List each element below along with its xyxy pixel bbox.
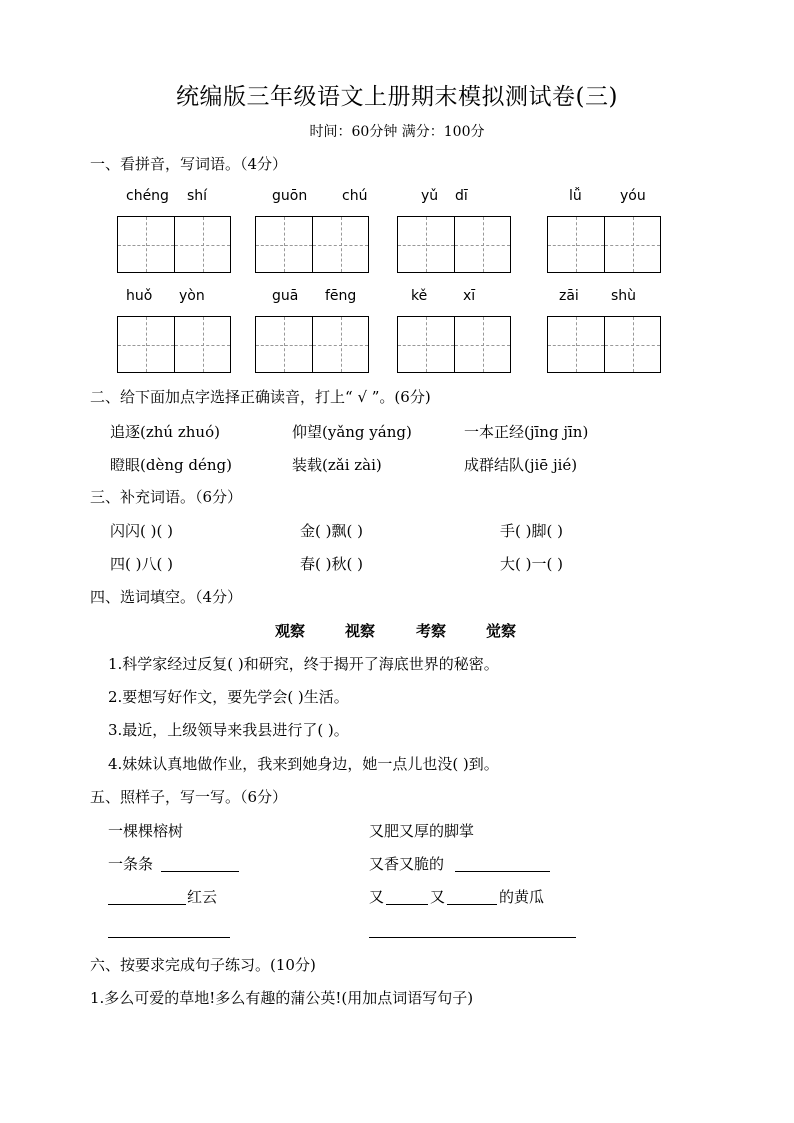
page-title: 统编版三年级语文上册期末模拟测试卷(三) bbox=[176, 84, 618, 110]
section-2-heading: 二、给下面加点字选择正确读音，打上“ √ ”。(6分) bbox=[90, 388, 431, 406]
word-choice: 视察 bbox=[345, 622, 376, 640]
pinyin: kě bbox=[411, 288, 428, 304]
fill-phrase[interactable]: 大( )一( ) bbox=[500, 555, 563, 573]
fill-phrase[interactable]: 闪闪( )( ) bbox=[110, 522, 173, 540]
writing-grid[interactable] bbox=[255, 316, 369, 373]
fill-sentence[interactable]: 1.科学家经过反复( )和研究，终于揭开了海底世界的秘密。 bbox=[108, 655, 499, 673]
pinyin: zāi bbox=[559, 288, 579, 304]
writing-grid[interactable] bbox=[547, 216, 661, 273]
section-5-heading: 五、照样子，写一写。（6分） bbox=[90, 788, 288, 806]
pinyin: fēng bbox=[325, 288, 357, 304]
fill-sentence[interactable]: 4.妹妹认真地做作业，我来到她身边，她一点儿也没( )到。 bbox=[108, 755, 499, 773]
answer-blank[interactable] bbox=[386, 904, 428, 905]
sentence-question: 1.多么可爱的草地!多么有趣的蒲公英!(用加点词语写句子) bbox=[90, 989, 474, 1007]
pinyin: lǚ bbox=[569, 188, 582, 204]
pinyin: xī bbox=[463, 288, 476, 304]
reading-choice[interactable]: 装载(zǎi zài) bbox=[292, 456, 382, 474]
writing-grid[interactable] bbox=[397, 216, 511, 273]
reading-choice[interactable]: 追逐(zhú zhuó) bbox=[110, 423, 220, 441]
pinyin: shù bbox=[611, 288, 637, 304]
section-4-heading: 四、选词填空。（4分） bbox=[90, 588, 243, 606]
pinyin: shí bbox=[187, 188, 208, 204]
example-phrase: 一棵棵榕树 bbox=[108, 822, 184, 840]
pinyin: guōn bbox=[272, 188, 308, 204]
section-3-heading: 三、补充词语。（6分） bbox=[90, 488, 243, 506]
writing-grid[interactable] bbox=[255, 216, 369, 273]
pinyin: guā bbox=[272, 288, 299, 304]
pinyin: yǔ bbox=[421, 188, 439, 204]
reading-choice[interactable]: 成群结队(jiē jié) bbox=[464, 456, 578, 474]
answer-blank[interactable] bbox=[108, 904, 186, 905]
fill-sentence[interactable]: 3.最近，上级领导来我县进行了( )。 bbox=[108, 721, 349, 739]
reading-choice[interactable]: 瞪眼(dèng déng) bbox=[110, 456, 232, 474]
answer-blank[interactable] bbox=[447, 904, 497, 905]
phrase-prompt: 又 bbox=[369, 888, 385, 906]
phrase-prompt: 一条条 bbox=[108, 855, 154, 873]
pinyin: yòn bbox=[179, 288, 205, 304]
phrase-prompt: 又香又脆的 bbox=[369, 855, 445, 873]
word-choice: 观察 bbox=[275, 622, 306, 640]
pinyin: huǒ bbox=[126, 288, 153, 304]
fill-phrase[interactable]: 春( )秋( ) bbox=[300, 555, 363, 573]
phrase-prompt: 又 bbox=[430, 888, 446, 906]
exam-info: 时间：60分钟 满分：100分 bbox=[309, 124, 485, 140]
fill-phrase[interactable]: 四( )八( ) bbox=[110, 555, 173, 573]
phrase-prompt: 的黄瓜 bbox=[499, 888, 545, 906]
writing-grid[interactable] bbox=[397, 316, 511, 373]
pinyin: chú bbox=[342, 188, 368, 204]
pinyin: yóu bbox=[620, 188, 646, 204]
word-choice: 考察 bbox=[416, 622, 447, 640]
writing-grid[interactable] bbox=[117, 316, 231, 373]
reading-choice[interactable]: 仰望(yǎng yáng) bbox=[292, 423, 412, 441]
answer-blank[interactable] bbox=[455, 871, 550, 872]
answer-blank[interactable] bbox=[108, 937, 230, 938]
phrase-prompt: 红云 bbox=[187, 888, 218, 906]
section-6-heading: 六、按要求完成句子练习。(10分) bbox=[90, 956, 316, 974]
writing-grid[interactable] bbox=[547, 316, 661, 373]
fill-phrase[interactable]: 手( )脚( ) bbox=[500, 522, 563, 540]
pinyin: dī bbox=[455, 188, 468, 204]
example-phrase: 又肥又厚的脚掌 bbox=[369, 822, 475, 840]
pinyin: chéng bbox=[126, 188, 169, 204]
reading-choice[interactable]: 一本正经(jīng jīn) bbox=[464, 423, 589, 441]
writing-grid[interactable] bbox=[117, 216, 231, 273]
fill-phrase[interactable]: 金( )飘( ) bbox=[300, 522, 363, 540]
answer-blank[interactable] bbox=[369, 937, 576, 938]
word-choice: 觉察 bbox=[486, 622, 517, 640]
answer-blank[interactable] bbox=[161, 871, 239, 872]
fill-sentence[interactable]: 2.要想写好作文，要先学会( )生活。 bbox=[108, 688, 349, 706]
section-1-heading: 一、看拼音，写词语。（4分） bbox=[90, 155, 288, 173]
